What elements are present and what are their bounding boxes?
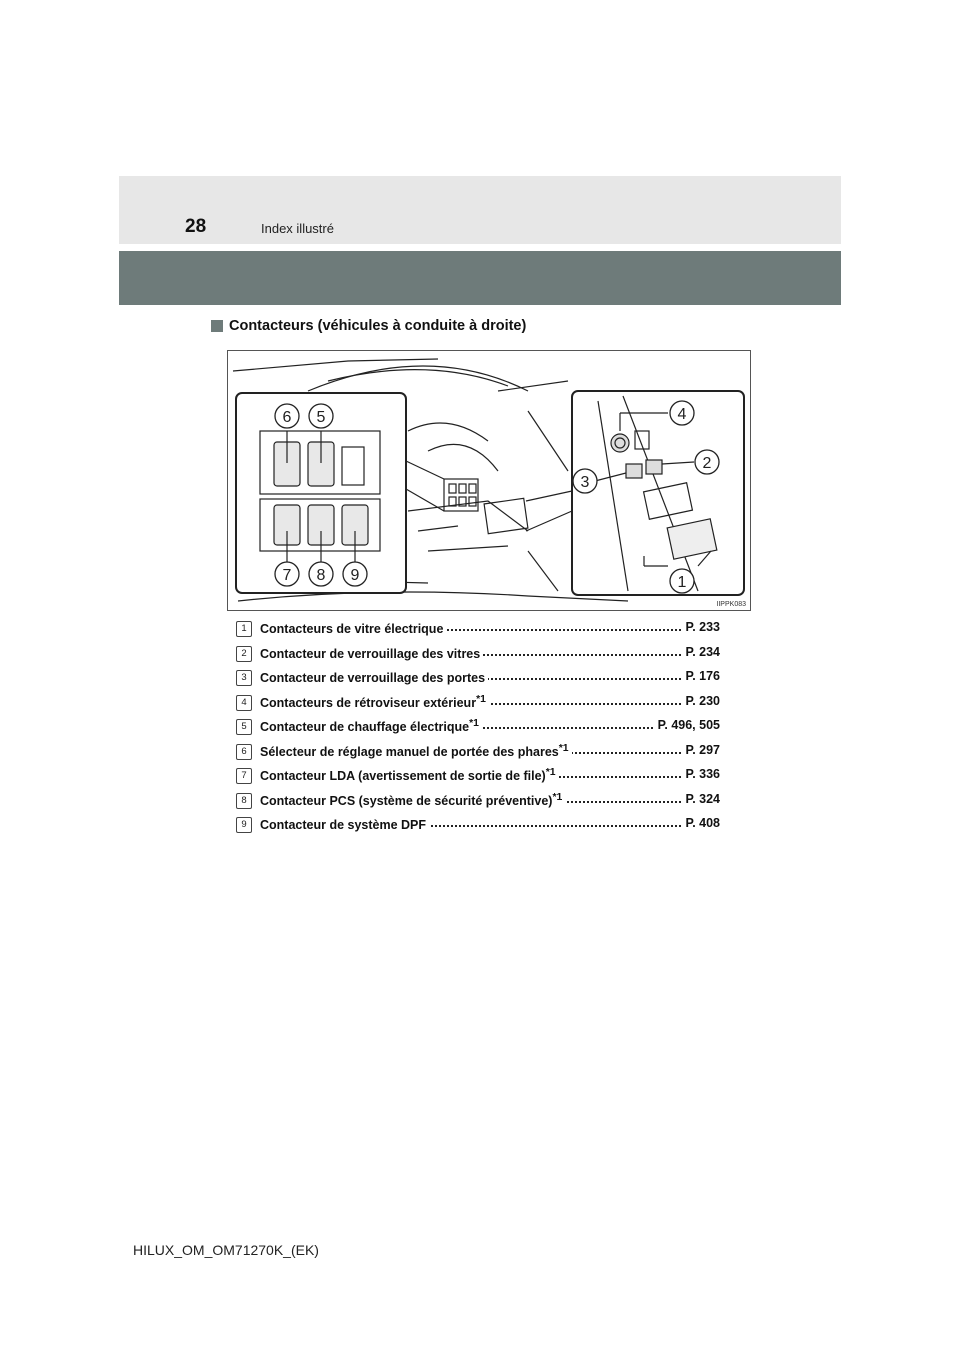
list-item <box>236 740 720 765</box>
header-band <box>119 176 841 244</box>
svg-text:8: 8 <box>316 567 326 584</box>
list-item <box>236 642 720 667</box>
list-item <box>236 691 720 716</box>
item-label: Contacteur LDA (avertissement de sortie de file) <box>260 769 546 784</box>
figure-code: IIPPK083 <box>716 601 746 608</box>
item-number: 3 <box>236 670 252 686</box>
item-footnote-mark: *1 <box>469 718 479 729</box>
item-page-link[interactable]: P. 496, 505 <box>655 718 720 732</box>
section-title: Index illustré <box>261 221 334 236</box>
svg-text:3: 3 <box>580 474 590 491</box>
item-page-link[interactable]: P. 297 <box>682 743 720 757</box>
svg-text:9: 9 <box>350 567 360 584</box>
square-bullet-icon <box>211 320 223 332</box>
item-number: 1 <box>236 621 252 637</box>
document-footer: HILUX_OM_OM71270K_(EK) <box>133 1242 319 1258</box>
item-page-link[interactable]: P. 408 <box>682 816 720 830</box>
item-label: Contacteur de chauffage électrique <box>260 720 470 735</box>
dashboard-drawing <box>228 351 750 610</box>
item-number: 6 <box>236 744 252 760</box>
page-number: 28 <box>185 216 207 237</box>
list-item <box>236 617 720 642</box>
item-label: Sélecteur de réglage manuel de portée des phares <box>260 744 559 759</box>
list-item <box>236 789 720 814</box>
item-label: Contacteur de verrouillage des vitres <box>260 646 481 661</box>
item-page-link[interactable]: P. 324 <box>682 792 720 806</box>
item-number: 9 <box>236 817 252 833</box>
subheading <box>211 318 526 334</box>
list-item <box>236 813 720 838</box>
item-number: 8 <box>236 793 252 809</box>
switches-illustration <box>227 350 751 611</box>
item-list <box>236 617 720 838</box>
item-number: 4 <box>236 695 252 711</box>
item-number: 7 <box>236 768 252 784</box>
item-footnote-mark: *1 <box>476 693 486 705</box>
title-band <box>119 251 841 305</box>
item-page-link[interactable]: P. 230 <box>682 694 720 708</box>
svg-text:5: 5 <box>316 409 326 426</box>
svg-text:1: 1 <box>677 574 687 591</box>
item-label: Contacteur de verrouillage des portes <box>260 671 486 686</box>
item-footnote-mark: *1 <box>558 742 569 754</box>
svg-text:2: 2 <box>702 455 712 472</box>
item-page-link[interactable]: P. 176 <box>682 669 720 683</box>
item-page-link[interactable]: P. 234 <box>682 645 720 659</box>
item-label: Contacteur de système DPF <box>260 818 427 833</box>
item-page-link[interactable]: P. 233 <box>682 620 720 634</box>
item-page-link[interactable]: P. 336 <box>682 767 720 781</box>
svg-text:7: 7 <box>282 567 292 584</box>
subheading-text: Contacteurs (véhicules à conduite à droite) <box>229 318 527 334</box>
list-item <box>236 764 720 789</box>
item-footnote-mark: *1 <box>545 767 556 778</box>
item-label: Contacteurs de rétroviseur extérieur <box>260 695 477 710</box>
item-number: 5 <box>236 719 252 735</box>
item-number: 2 <box>236 646 252 662</box>
svg-text:4: 4 <box>677 406 687 423</box>
list-item <box>236 666 720 691</box>
list-item <box>236 715 720 740</box>
item-label: Contacteurs de vitre électrique <box>260 622 444 637</box>
svg-text:6: 6 <box>282 409 292 426</box>
item-footnote-mark: *1 <box>552 791 563 803</box>
item-label: Contacteur PCS (système de sécurité préventive) <box>260 793 553 808</box>
